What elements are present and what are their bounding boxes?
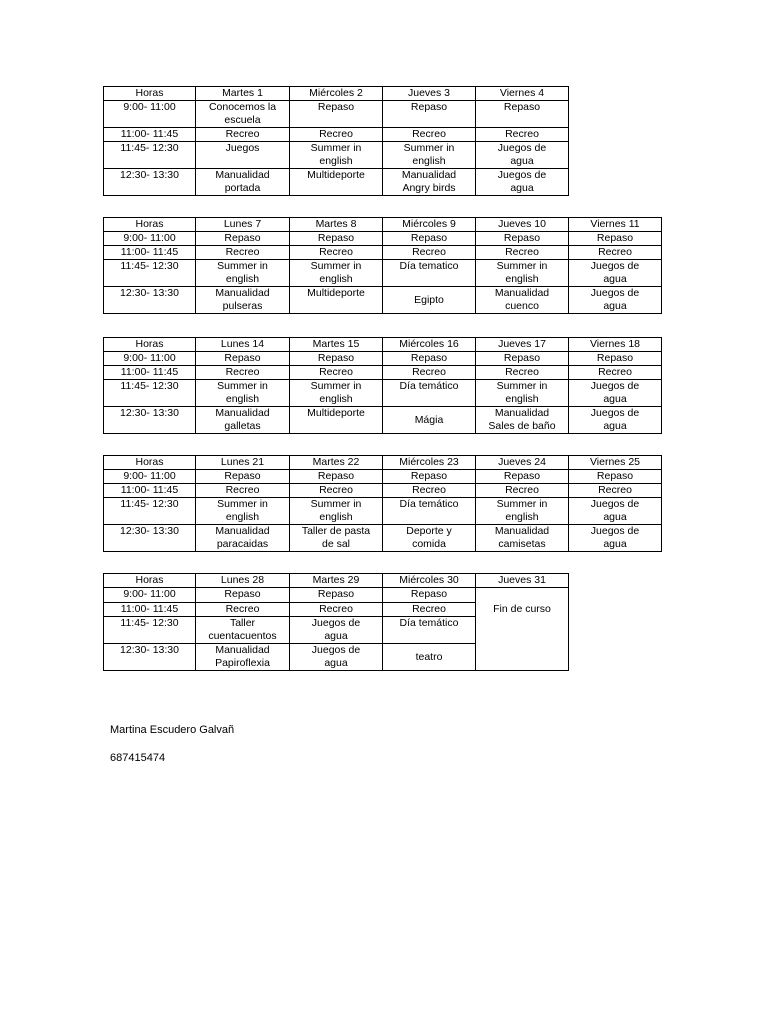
header-cell: Horas xyxy=(104,574,196,588)
activity-cell: Summer in english xyxy=(476,498,569,525)
time-cell: 12:30- 13:30 xyxy=(104,169,196,196)
activity-cell: Taller cuentacuentos xyxy=(196,617,290,644)
activity-cell: Juegos de agua xyxy=(476,169,569,196)
time-cell: 11:45- 12:30 xyxy=(104,260,196,287)
header-cell: Horas xyxy=(104,218,196,232)
activity-cell: Summer in english xyxy=(383,142,476,169)
activity-cell: Repaso xyxy=(196,352,290,366)
header-cell: Viernes 4 xyxy=(476,87,569,101)
activity-cell: Multideporte xyxy=(290,407,383,434)
table-row xyxy=(104,287,662,314)
activity-cell: Repaso xyxy=(196,470,290,484)
activity-cell: Juegos de agua xyxy=(476,142,569,169)
time-cell: 9:00- 11:00 xyxy=(104,588,196,603)
activity-cell: Juegos de agua xyxy=(569,525,662,552)
table-row xyxy=(104,498,662,525)
time-cell: 9:00- 11:00 xyxy=(104,101,196,128)
activity-cell: Juegos de agua xyxy=(569,407,662,434)
header-cell: Martes 22 xyxy=(290,456,383,470)
header-row xyxy=(104,456,662,470)
activity-cell: Recreo xyxy=(476,484,569,498)
table-row xyxy=(104,246,662,260)
header-row xyxy=(104,574,569,588)
activity-cell: Juegos de agua xyxy=(569,260,662,287)
activity-cell: Summer in english xyxy=(196,260,290,287)
activity-cell: Repaso xyxy=(290,101,383,128)
header-cell: Viernes 18 xyxy=(569,338,662,352)
header-cell: Jueves 31 xyxy=(476,574,569,588)
activity-cell: Repaso xyxy=(196,588,290,603)
schedule-week-4 xyxy=(103,455,662,552)
activity-cell: Manualidad portada xyxy=(196,169,290,196)
activity-cell: Summer in english xyxy=(476,380,569,407)
schedule-week-5 xyxy=(103,573,569,671)
header-row xyxy=(104,338,662,352)
activity-cell: Día tematico xyxy=(383,260,476,287)
time-cell: 11:45- 12:30 xyxy=(104,617,196,644)
activity-cell: Recreo xyxy=(476,128,569,142)
schedule-week-2 xyxy=(103,217,662,314)
activity-cell: Repaso xyxy=(383,588,476,603)
time-cell: 11:00- 11:45 xyxy=(104,484,196,498)
table-row xyxy=(104,260,662,287)
time-cell: 11:45- 12:30 xyxy=(104,142,196,169)
activity-cell: Summer in english xyxy=(196,498,290,525)
activity-cell: Recreo xyxy=(383,128,476,142)
activity-cell: Repaso xyxy=(290,588,383,603)
activity-cell: Summer in english xyxy=(196,380,290,407)
activity-cell: Recreo xyxy=(383,246,476,260)
time-cell: 12:30- 13:30 xyxy=(104,525,196,552)
activity-cell: Repaso xyxy=(290,232,383,246)
activity-cell: Manualidad pulseras xyxy=(196,287,290,314)
activity-cell: Recreo xyxy=(196,366,290,380)
header-cell: Martes 15 xyxy=(290,338,383,352)
activity-cell: Repaso xyxy=(569,352,662,366)
activity-cell: Manualidad Sales de baño xyxy=(476,407,569,434)
table-row xyxy=(104,380,662,407)
activity-cell: Repaso xyxy=(569,232,662,246)
activity-cell: Recreo xyxy=(196,484,290,498)
activity-cell: Summer in english xyxy=(290,260,383,287)
table-row xyxy=(104,588,569,603)
time-cell: 9:00- 11:00 xyxy=(104,470,196,484)
activity-cell: Multideporte xyxy=(290,287,383,314)
time-cell: 12:30- 13:30 xyxy=(104,644,196,671)
header-cell: Martes 29 xyxy=(290,574,383,588)
activity-cell: teatro xyxy=(383,644,476,671)
time-cell: 11:00- 11:45 xyxy=(104,246,196,260)
header-cell: Lunes 28 xyxy=(196,574,290,588)
activity-cell: Juegos de agua xyxy=(569,498,662,525)
table-row xyxy=(104,484,662,498)
activity-cell: Manualidad galletas xyxy=(196,407,290,434)
activity-cell: Taller de pasta de sal xyxy=(290,525,383,552)
header-cell: Horas xyxy=(104,456,196,470)
time-cell: 11:45- 12:30 xyxy=(104,498,196,525)
activity-cell: Summer in english xyxy=(290,380,383,407)
header-cell: Jueves 3 xyxy=(383,87,476,101)
activity-cell: Manualidad paracaidas xyxy=(196,525,290,552)
activity-cell: Recreo xyxy=(383,603,476,617)
table-row xyxy=(104,407,662,434)
activity-cell: Recreo xyxy=(196,603,290,617)
activity-cell: Repaso xyxy=(383,232,476,246)
activity-cell: Deporte y comida xyxy=(383,525,476,552)
activity-cell: Recreo xyxy=(476,366,569,380)
time-cell: 11:00- 11:45 xyxy=(104,128,196,142)
activity-cell: Egipto xyxy=(383,287,476,314)
activity-cell: Recreo xyxy=(569,246,662,260)
time-cell: 9:00- 11:00 xyxy=(104,352,196,366)
activity-cell: Repaso xyxy=(476,101,569,128)
activity-cell: Multideporte xyxy=(290,169,383,196)
header-cell: Jueves 24 xyxy=(476,456,569,470)
activity-cell: Repaso xyxy=(383,352,476,366)
time-cell: 11:00- 11:45 xyxy=(104,366,196,380)
activity-cell: Mágia xyxy=(383,407,476,434)
activity-cell: Summer in english xyxy=(290,142,383,169)
header-cell: Miércoles 9 xyxy=(383,218,476,232)
table-row xyxy=(104,142,569,169)
activity-cell: Recreo xyxy=(383,366,476,380)
end-of-course-label: Fin de curso xyxy=(493,603,551,615)
header-cell: Martes 1 xyxy=(196,87,290,101)
table-row xyxy=(104,366,662,380)
header-cell: Viernes 11 xyxy=(569,218,662,232)
activity-cell: Juegos de agua xyxy=(569,380,662,407)
table-row xyxy=(104,128,569,142)
header-cell: Jueves 10 xyxy=(476,218,569,232)
activity-cell: Repaso xyxy=(476,232,569,246)
activity-cell: Recreo xyxy=(196,246,290,260)
header-cell: Viernes 25 xyxy=(569,456,662,470)
activity-cell: Día temático xyxy=(383,498,476,525)
activity-cell: Repaso xyxy=(290,470,383,484)
time-cell: 12:30- 13:30 xyxy=(104,287,196,314)
table-row xyxy=(104,101,569,128)
activity-cell: Recreo xyxy=(290,246,383,260)
activity-cell: Juegos de agua xyxy=(569,287,662,314)
header-cell: Lunes 21 xyxy=(196,456,290,470)
activity-cell: Summer in english xyxy=(290,498,383,525)
table-row xyxy=(104,352,662,366)
header-row xyxy=(104,87,569,101)
activity-cell: Recreo xyxy=(290,366,383,380)
activity-cell: Summer in english xyxy=(476,260,569,287)
header-cell: Lunes 7 xyxy=(196,218,290,232)
table-row xyxy=(104,169,569,196)
header-cell: Horas xyxy=(104,87,196,101)
header-cell: Horas xyxy=(104,338,196,352)
activity-cell: Recreo xyxy=(476,246,569,260)
schedule-week-1 xyxy=(103,86,569,196)
table-row xyxy=(104,232,662,246)
activity-cell: Juegos de agua xyxy=(290,617,383,644)
header-cell: Lunes 14 xyxy=(196,338,290,352)
activity-cell: Repaso xyxy=(569,470,662,484)
header-cell: Jueves 17 xyxy=(476,338,569,352)
activity-cell: Manualidad Papiroflexia xyxy=(196,644,290,671)
activity-cell: Día temático xyxy=(383,380,476,407)
activity-cell: Manualidad Angry birds xyxy=(383,169,476,196)
activity-cell: Repaso xyxy=(290,352,383,366)
activity-cell: Recreo xyxy=(290,128,383,142)
activity-cell: Manualidad camisetas xyxy=(476,525,569,552)
header-cell: Martes 8 xyxy=(290,218,383,232)
author-name: Martina Escudero Galvañ xyxy=(110,724,235,736)
activity-cell: Repaso xyxy=(383,101,476,128)
time-cell: 12:30- 13:30 xyxy=(104,407,196,434)
phone-number: 687415474 xyxy=(110,752,166,764)
activity-cell: Recreo xyxy=(383,484,476,498)
table-row xyxy=(104,525,662,552)
header-cell: Miércoles 16 xyxy=(383,338,476,352)
activity-cell: Repaso xyxy=(196,232,290,246)
header-cell: Miércoles 23 xyxy=(383,456,476,470)
activity-cell: Manualidad cuenco xyxy=(476,287,569,314)
activity-cell: Juegos de agua xyxy=(290,644,383,671)
activity-cell: Recreo xyxy=(290,603,383,617)
header-cell: Miércoles 2 xyxy=(290,87,383,101)
activity-cell: Juegos xyxy=(196,142,290,169)
activity-cell: Día temático xyxy=(383,617,476,644)
activity-cell: Conocemos la escuela xyxy=(196,101,290,128)
activity-cell: Recreo xyxy=(569,366,662,380)
header-row xyxy=(104,218,662,232)
schedule-week-3 xyxy=(103,337,662,434)
time-cell: 9:00- 11:00 xyxy=(104,232,196,246)
header-cell: Miércoles 30 xyxy=(383,574,476,588)
activity-cell: Recreo xyxy=(569,484,662,498)
activity-cell: Recreo xyxy=(196,128,290,142)
table-row xyxy=(104,470,662,484)
time-cell: 11:45- 12:30 xyxy=(104,380,196,407)
activity-cell: Repaso xyxy=(383,470,476,484)
time-cell: 11:00- 11:45 xyxy=(104,603,196,617)
activity-cell: Repaso xyxy=(476,352,569,366)
activity-cell: Recreo xyxy=(290,484,383,498)
activity-cell: Repaso xyxy=(476,470,569,484)
end-of-course-cell xyxy=(476,588,569,671)
